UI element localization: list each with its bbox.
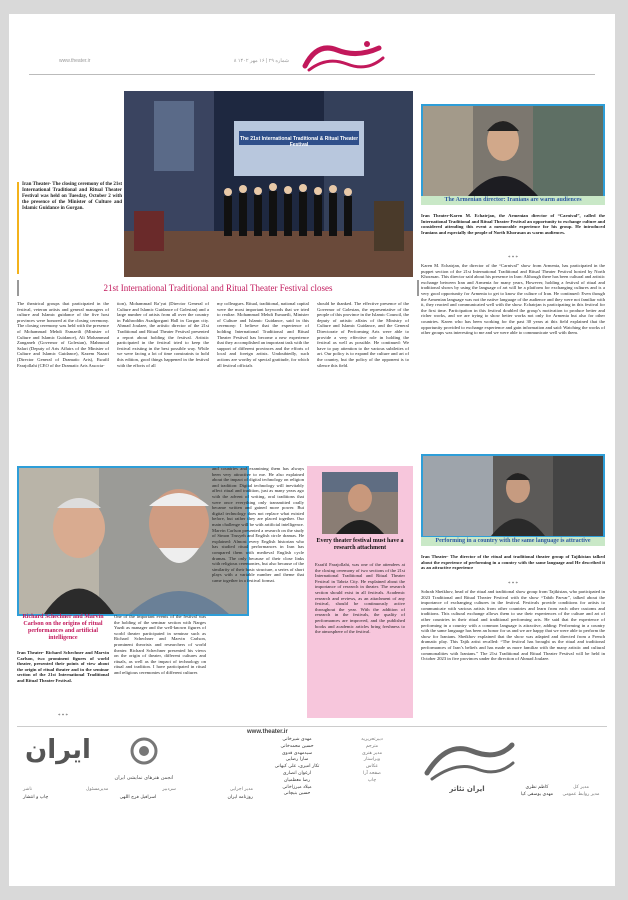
footer [17,726,607,811]
armenian-lead: Iran Theater-Karen M. Echatrjan, the Armenian director of “Carnival”, called the International Traditional and Ritual Theater Festival an opportunity to exchange culture and considered attending this event a memorable experience for his group. He introduced Iranians and especially the people of North Khorasan as warm audiences. [421,213,605,235]
schechner-lead: Iran Theater- Richard Schechner and Marvin Carlson, two prominent figures of world theater, presented their points of view about the origin of ritual theater and in the seminar section of the 21st International Traditional and Ritual Theater Festival. [17,650,109,683]
footer-name: ارغوان انصاری [282,770,312,776]
footer-name: حسین بنیچانی [283,791,311,797]
center-logo-mark [99,735,189,775]
footer-url[interactable]: www.theater.ir [247,729,288,735]
footer-name: رضا معظمیان [283,777,311,783]
footer-names-col1 [257,737,337,798]
header-rule [29,74,595,75]
footer-name: کاظم نظری [525,785,549,790]
tajik-stars: * * * [508,582,518,587]
header-url[interactable]: www.theater.ir [59,58,91,64]
footer-name: مهدی شیرخانی [282,737,312,742]
footer-roles-col1 [342,737,402,785]
footer-publisher-name: اسرافیل فرج اللهی [119,795,157,800]
footer-name: میلاد میرزاخانی [282,784,312,790]
footer-role: مدیرمسئول [85,787,109,792]
footer-roles-col3 [557,785,605,799]
schechner-stars: * * * [58,714,68,719]
research-title: Every theater festival must have a research attachment [316,538,404,551]
right-logo-text: ایران تئاتر [449,785,485,793]
armenian-body: Karen M. Echatrjan, the director of the “Carnival” show from Armenia, has participated in the puppet section of the 21st International Traditional and Ritual Theater Festival hosted by North Khorasan. This director said about his presence in Iran: Although there has been cultural and artistic exchange between Iran and Armenia for many years, However, holding a festival of ritual and traditional shows by using the language of art will be a platform for exchanging cultures and is a very good opportunity for Armenia to get to know the culture of Iran. He continued: Even though the Armenian language was not the native language of the audience and they were not familiar with it, they reacted and communicated well with the show. Echatrjan is participating in this festival for the first time. Participation in this festival doubled the group’s motivation to produce better and richer works, and we are trying to show better works not only for Armenia but also for other countries. Karen who has been working for the past 30 years at this field explained that the opportunity provided to exchange experience and gain information and said: Watching the works of other groups was interesting to me and we were able to communicate well with them. [421,263,605,336]
footer-publisher-row [23,795,253,800]
main-col-4: should be thanked. The effective presence of the Governor of Golestan, the representative of the people of this province in the Islamic Council, the deputy of artistic affairs of the Ministry of Culture and Islamic Guidance, and the General Directorate of Performing Arts were able to provide a very effective role in holding the festival as well as possible. He continued: We have to pay attention to the various subtleties of art. Our policy is to expand the culture and art of the country, but the policy of the opponent is to silence this field. [317,301,409,368]
main-headline-box [17,280,419,296]
footer-role: عکاس [365,764,379,770]
footer-name: سیدمهدی قدوی [281,750,313,756]
tajik-title: Performing in a country with the same language is attractive [421,537,605,546]
footer-publisher-name: چاپ و انتشار [23,795,49,800]
footer-role: دبیرتحریریه [361,737,383,742]
photo-banner: The 21st International Traditional & Ritual Theater Festival [239,136,359,148]
footer-name: سارا رضایی [285,757,309,763]
tajik-body: Sohrab Sheikhov, head of the ritual and traditional show group from Tajikistan, who participated in 2023 Traditional and Ritual Theater Festival with the show “Tabib Parvar”, talked about the importance of exchanging cultures in the festival. Festivals provide conditions for artists to communicate with various artists from other countries and learn from each other customs and traditions. This cultural exchange allows them to use their experiences of the culture and art of other countries in their ritual and traditional performing arts. He said that the experience of performing in a country with a common language is attractive, adding: Performing in a country with the same language has been an honor for us and we are happy that we were able to perform the show for Iranians. Sheikhov explained that the show was adapted and directed from a French dramatic play. This Tajik artist recalled: “The festival has brought us the ritual and traditional performances of Iran’s beliefs and has made us more familiar with the many artistic and cultural commonalities with Iranians.” The 21st Traditional and Ritual Theater Festival will be held in October 2023 in five provinces under the direction of Ahmad Joulaee. [421,589,605,662]
newspaper-page [9,14,615,886]
research-body: Esrafil Farajollahi, was one of the attendees at the closing ceremony of two sections of the 21st International Traditional and Ritual Theater Festival in Tabriz City. He explained about the importance of research in theater. The research section should exist in all festivals. Academic research and reviews, as an attachment of any festival, should be continuously active throughout the year. With the addition of research in the festivals, the quality of performances are improved, and the published books and academic articles bring freshness to the atmosphere of the festival. [315,562,405,635]
research-box [307,466,413,718]
footer-role: سردبیر [162,787,176,792]
footer-role: صفحه آرا [363,770,381,776]
newspaper-logo [297,36,387,76]
footer-publisher-name: روزنامه ایران [227,795,253,800]
schechner-col-2: and countries and examining them has always been very attractive to me. He also explained about the impact of digital technology on religion and tradition: Digital technology will inevitably affect ritual and tradition, just as many years ago with the advent of writing, oral traditions that were once everything only transmitted orally became written and gained more power. But digital technology does not replace what existed before, but rather they are placed together. Our main challenge will be with artificial intelligence. Marvin Carlson presented a research on the study of Simon Trusyeh and English circle dramas. He explained: Almost every English historian who has studied ritual performances in Iran has compared them with medieval English cycle dramas. The only because of their close links with religious ceremonies, but also because of the similarity of their basic structure, a series of short plays with a variable number and theme that came together in a festival format. [212,466,304,583]
right-logo-mark [417,733,517,783]
ceremony-photo [124,91,413,277]
footer-role: مدیر هنری [361,750,383,756]
page-header [9,14,615,78]
main-col-1: The theatrical groups that participated in the festival, veteran artists and general managers of culture and Islamic guidance of the five host provinces were honored at the closing ceremony. The closing ceremony was held with the presence of Mohammad Mehdi Esmaeili (Minister of Culture and Islamic Guidance), Ali Mohammad Zanganeh (Governor of Golestan), Mahmoud Salari (Deputy of Arts Affairs of the Minister of Culture and Islamic Guidance), Kazem Nazari (Director General of Dramatic Arts), Esrafil Farajollahi (CEO of the Dramatic Arts Associa- [17,301,109,368]
footer-role: ویراستار [363,757,381,763]
footer-roles-col2 [23,787,253,792]
schechner-title: Richard Schechner and Marvin Carlson on the origins of ritual performances and artificial intelligence [22,614,104,641]
armenian-title: The Armenian director: Iranians are warm audiences [421,196,605,205]
footer-role: ناشر [23,787,33,792]
issue-info: ۸ شماره ۲۹ | ۱۶ مهر ۱۴۰۲ [233,58,289,64]
iran-logo: ایران [25,735,91,765]
main-headline: 21st International Traditional and Ritual Theater Festival closes [103,283,333,293]
main-col-2: tion), Mohammad Ra’yat (Director General of Culture and Islamic Guidance of Golestan) and a large number of artists from all over the country in Fakhroddin Asadgorgani Hall in Gorgan city. Ahmad Joulaee, the artistic director of the 21st Traditional and Ritual Theater Festival presented a report about holding the festival. Artistic participated in the festival tried to keep the festival existing in the best possible way. While we were facing a lot of time constraints to hold this edition, good things happened in the festival with the efforts of all [117,301,209,368]
top-caption-box [17,182,122,274]
footer-role: مدیر کل [573,785,589,790]
armenian-stars: * * * [508,256,518,261]
footer-role: مدیر اجرایی [229,787,253,792]
footer-role: مدیر روابط عمومی [562,791,600,797]
footer-name: تکار امیری، علی کیهانی [274,764,320,770]
footer-name: حسین محمدخانی [280,743,314,749]
farajollahi-photo [322,472,398,534]
footer-names-col3 [517,785,557,799]
schechner-col-1: One of the important events of the festival was the holding of the seminar section with Narges Yazdi as manager and the well-known figures of world theater participated in seminar such as Richard Schechner and Marvin Carlson, prominent theorists and researchers of world theater. Richard Schechner presented his views on the origin of theater, different cultures and rituals, as well as the impact of technology on ritual and tradition. I have participated in ritual and religious ceremonies of different cultures [114,614,206,675]
top-caption: Iran Theater- The closing ceremony of the 21st International Traditional and Ritual Theater Festival was held on Tuesday, October 2 with the presence of the Minister of Culture and Islamic Guidance in Gorgan. [22,182,122,211]
center-logo-text: انجمن هنرهای نمایشی ایران [114,775,174,781]
armenian-director-photo [421,104,605,198]
tajik-director-photo [421,454,605,538]
footer-role: چاپ [367,777,377,783]
tajik-lead: Iran Theater- The director of the ritual and traditional theater group of Tajikistan talked about the experience of performing in a country with the same language and He described it as an attractive experience [421,554,605,571]
footer-role: مترجم [365,743,379,749]
footer-name: مهدی یوسفی کیا [520,791,554,797]
main-col-3: my colleagues. Ritual, traditional, national capital were the most important keywords that we tried to realize. Mohammad Mehdi Esmaeili, Minister of Culture and Islamic Guidance, said in this ceremony: I believe that the experience of holding International Traditional and Ritual Theater Festival has become a new experience that they accomplished an important task with the support of different provinces and the efforts of local and foreign artists. Undoubtedly, such actions are worthy of special gratitude, for which all festival officials [217,301,309,368]
